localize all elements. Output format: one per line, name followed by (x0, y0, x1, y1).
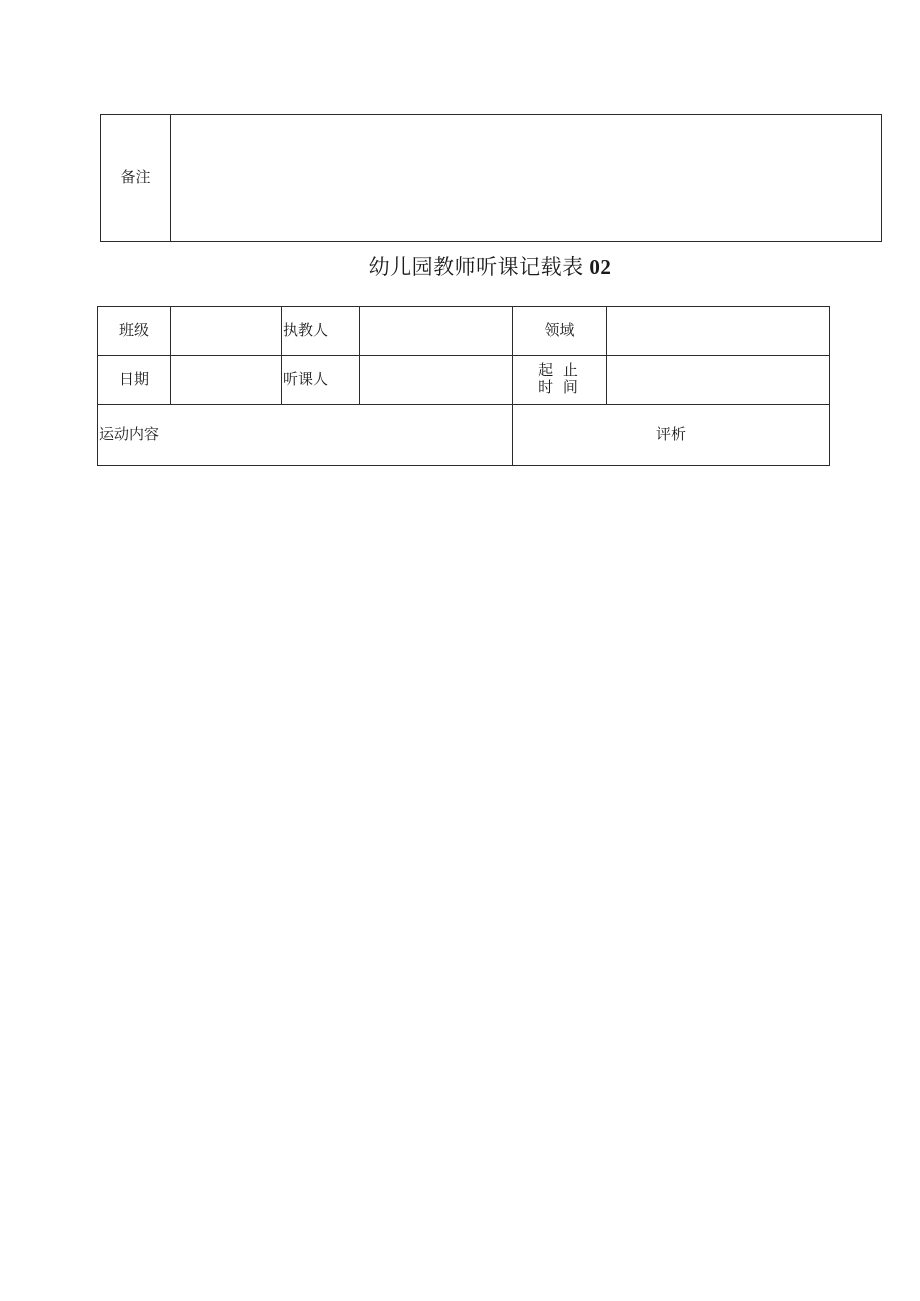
document-title-text: 幼儿园教师听课记载表 (368, 255, 584, 279)
observer-value (360, 356, 513, 405)
remarks-value (171, 115, 882, 242)
teacher-value (360, 307, 513, 356)
form-row-date (98, 356, 830, 405)
form-row-content (98, 405, 830, 466)
date-label: 日期 (98, 356, 171, 405)
teacher-label: 执教人 (282, 307, 360, 356)
domain-value (607, 307, 830, 356)
class-label: 班级 (98, 307, 171, 356)
form-row-class (98, 307, 830, 356)
class-value (171, 307, 282, 356)
time-label (513, 356, 607, 405)
time-label-line1: 起 止 (538, 363, 581, 379)
content-label: 运动内容 (98, 405, 513, 466)
comment-label: 评析 (513, 405, 830, 466)
time-value (607, 356, 830, 405)
time-label-line2: 时 间 (538, 380, 581, 396)
domain-label: 领域 (513, 307, 607, 356)
document-title (0, 253, 920, 281)
observer-label: 听课人 (282, 356, 360, 405)
remarks-label: 备注 (101, 115, 171, 242)
date-value (171, 356, 282, 405)
document-title-number: 02 (589, 255, 612, 279)
remarks-table (100, 114, 882, 242)
lesson-observation-form (97, 306, 830, 466)
